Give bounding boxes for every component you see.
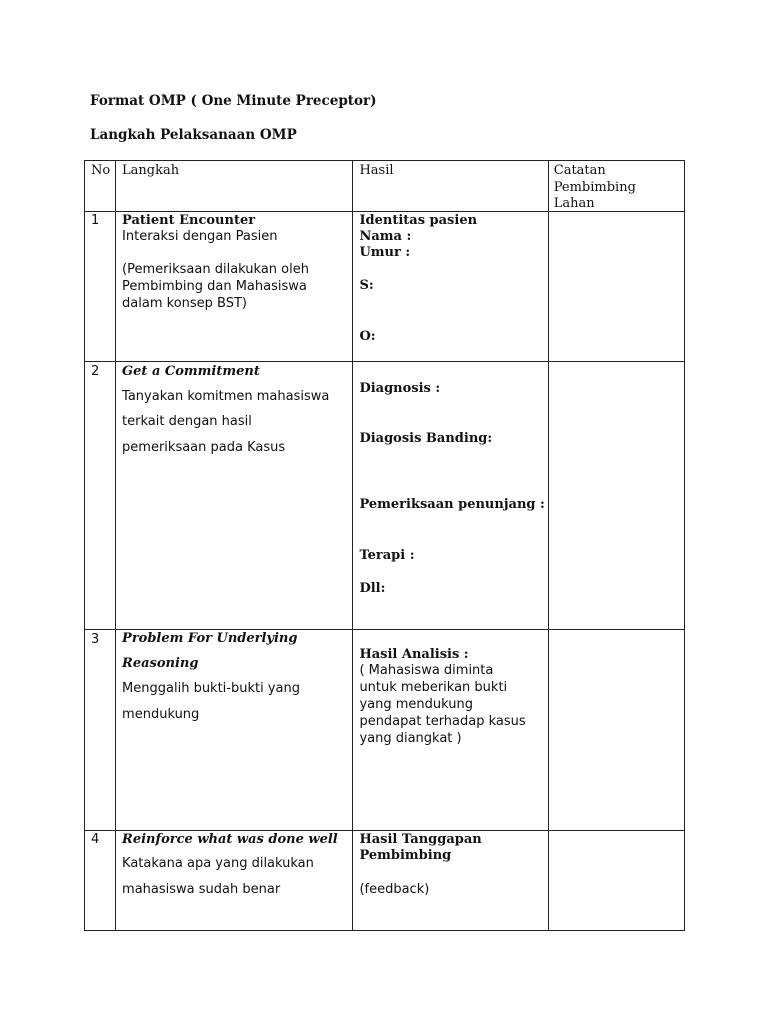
row-catatan-cell [548, 362, 684, 630]
step-description-line: Menggalih bukti-bukti yang [122, 681, 300, 696]
header-hasil-cell [353, 161, 548, 212]
header-catatan-line: Pembimbing [553, 180, 636, 195]
hasil-umur: Umur : [359, 245, 411, 260]
row-hasil-cell [353, 212, 548, 362]
hasil-feedback: (feedback) [359, 882, 430, 897]
hasil-analisis-title: Hasil Analisis : [359, 647, 469, 662]
hasil-tanggapan-line: Hasil Tanggapan [359, 832, 482, 847]
header-no-cell [85, 161, 116, 212]
step-description-line: Katakana apa yang dilakukan [122, 856, 314, 871]
step-title-line: Problem For Underlying [122, 631, 298, 646]
hasil-nama: Nama : [359, 229, 412, 244]
step-title: Get a Commitment [122, 364, 260, 379]
hasil-objective: O: [359, 329, 376, 344]
hasil-dll: Dll: [359, 581, 386, 596]
step-description-line: mahasiswa sudah benar [122, 882, 281, 897]
row-hasil-cell [353, 831, 548, 931]
table-row [85, 362, 685, 630]
document-subtitle: Langkah Pelaksanaan OMP [90, 127, 297, 143]
row-no-cell [85, 630, 116, 831]
hasil-analisis-note-line: ( Mahasiswa diminta [359, 663, 494, 678]
step-title-line: Reasoning [122, 656, 199, 671]
hasil-analisis-note-line: yang mendukung [359, 697, 473, 712]
header-catatan-cell [548, 161, 684, 212]
step-description: Interaksi dengan Pasien [122, 229, 278, 244]
step-description-line: terkait dengan hasil [122, 414, 252, 429]
row-langkah-cell [116, 630, 353, 831]
row-catatan-cell [548, 630, 684, 831]
table-row [85, 831, 685, 931]
step-title: Reinforce what was done well [122, 832, 338, 847]
hasil-analisis-note-line: yang diangkat ) [359, 731, 462, 746]
step-note-line: Pembimbing dan Mahasiswa [122, 279, 307, 294]
row-langkah-cell [116, 362, 353, 630]
header-hasil: Hasil [359, 163, 394, 178]
step-description-line: Tanyakan komitmen mahasiswa [122, 389, 330, 404]
hasil-subjective: S: [359, 278, 374, 293]
omp-steps-table [84, 160, 685, 931]
step-title: Patient Encounter [122, 213, 256, 228]
row-no-cell [85, 362, 116, 630]
hasil-analisis-note-line: pendapat terhadap kasus [359, 714, 526, 729]
row-catatan-cell [548, 212, 684, 362]
row-no-cell [85, 212, 116, 362]
header-no: No [91, 163, 111, 178]
hasil-pemeriksaan-penunjang: Pemeriksaan penunjang : [359, 497, 545, 512]
step-description-line: mendukung [122, 707, 200, 722]
document-title: Format OMP ( One Minute Preceptor) [90, 93, 377, 109]
step-note-line: (Pemeriksaan dilakukan oleh [122, 262, 309, 277]
table-row [85, 630, 685, 831]
hasil-identitas: Identitas pasien [359, 213, 478, 228]
header-catatan-line: Lahan [553, 196, 595, 211]
hasil-tanggapan-line: Pembimbing [359, 848, 452, 863]
table-row [85, 212, 685, 362]
hasil-diagnosis: Diagnosis : [359, 381, 441, 396]
row-number: 2 [91, 364, 100, 379]
hasil-terapi: Terapi : [359, 548, 415, 563]
row-number: 3 [91, 632, 100, 647]
step-description-line: pemeriksaan pada Kasus [122, 440, 286, 455]
row-hasil-cell [353, 362, 548, 630]
row-number: 1 [91, 213, 100, 228]
row-langkah-cell [116, 831, 353, 931]
row-number: 4 [91, 832, 100, 847]
row-hasil-cell [353, 630, 548, 831]
hasil-diagnosis-banding: Diagosis Banding: [359, 431, 493, 446]
header-langkah-cell [116, 161, 353, 212]
table-header-row [85, 161, 685, 212]
header-catatan-line: Catatan [553, 163, 606, 178]
step-note-line: dalam konsep BST) [122, 296, 248, 311]
row-langkah-cell [116, 212, 353, 362]
row-no-cell [85, 831, 116, 931]
row-catatan-cell [548, 831, 684, 931]
hasil-analisis-note-line: untuk meberikan bukti [359, 680, 508, 695]
header-langkah: Langkah [122, 163, 180, 178]
